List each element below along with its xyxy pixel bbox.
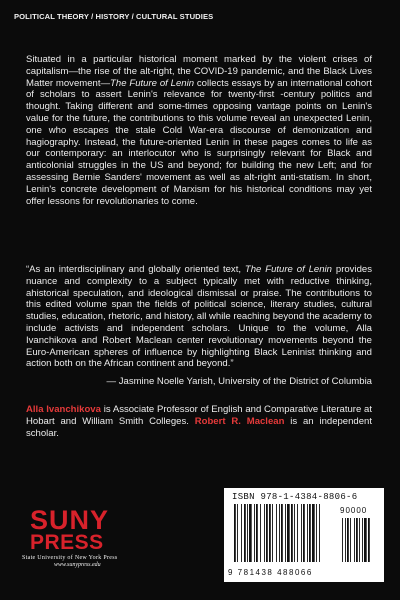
bio-text: is an independent scholar. bbox=[26, 415, 373, 439]
editors-bio bbox=[26, 404, 372, 439]
publisher-logo bbox=[22, 505, 172, 569]
category-label: POLITICAL THEORY / HISTORY / CULTURAL STUDIES bbox=[14, 12, 214, 21]
barcode-bar bbox=[342, 518, 343, 562]
barcode-bar bbox=[260, 504, 261, 562]
barcode-bar bbox=[287, 504, 290, 562]
barcode-bar bbox=[237, 504, 238, 562]
barcode-bar bbox=[345, 518, 346, 562]
barcode-bar bbox=[301, 504, 302, 562]
ean-number: 9 781438 488066 bbox=[228, 568, 313, 577]
barcode-bar bbox=[359, 518, 360, 562]
barcode-bar bbox=[256, 504, 258, 562]
barcode-bar bbox=[309, 504, 311, 562]
description-text: Situated in a particular historical moment marked by the violent crises of capitalism—the rise of the alt-right, the COVID-19 pandemic, and the Black Lives Matter movement— bbox=[26, 54, 372, 89]
endorsement-quote bbox=[26, 264, 372, 370]
barcode-bar bbox=[350, 518, 351, 562]
isbn-number: ISBN 978-1-4384-8806-6 bbox=[232, 492, 358, 502]
barcode-bar bbox=[297, 504, 298, 562]
publisher-full-name: State University of New York Press bbox=[22, 555, 118, 561]
barcode-bar bbox=[362, 518, 363, 562]
bio-paragraph bbox=[26, 404, 372, 439]
description-paragraph bbox=[26, 54, 372, 207]
quote-paragraph bbox=[26, 264, 372, 370]
quote-text: provides nuance and complexity to a subject typically met with reductive thinking, ahistorical speculation, and ideological dismissal or praise. The contributions to this edited volume span the fields of political science, literary studies, cultural studies, education, rhetoric, and history, all while reaching beyond the academy to include activists and independent scholars. Unique to the volume, Alla Ivanchikova and Robert Maclean center revolutionary movements beyond the Euro-American spheres of influence by highlighting Black Leninist thinking and action both on the African continent and beyond.” bbox=[26, 264, 372, 370]
barcode-bar bbox=[276, 504, 277, 562]
barcode-bar bbox=[294, 504, 295, 562]
barcode-bar bbox=[272, 504, 273, 562]
book-title: The Future of Lenin bbox=[110, 77, 195, 89]
price-code: 90000 bbox=[340, 506, 368, 515]
barcode-bar bbox=[368, 518, 370, 562]
barcode-bar bbox=[285, 504, 286, 562]
barcode-bar bbox=[356, 518, 358, 562]
bio-text: is Associate Professor of English and Comparative Literature at Hobart and William Smith Colleges. bbox=[26, 404, 372, 427]
barcode-bar bbox=[241, 504, 242, 562]
logo-suny-text: SUNY bbox=[30, 505, 110, 535]
barcode-bar bbox=[244, 504, 246, 562]
barcode-bar bbox=[254, 504, 255, 562]
publisher-url: www.sunypress.edu bbox=[54, 562, 101, 568]
barcode-bar bbox=[316, 504, 317, 562]
book-title: The Future of Lenin bbox=[244, 264, 332, 275]
barcode-bar bbox=[312, 504, 315, 562]
barcode-bar bbox=[364, 518, 367, 562]
barcode-bar bbox=[347, 518, 349, 562]
author-name: Robert R. Maclean bbox=[194, 415, 285, 427]
author-name: Alla Ivanchikova bbox=[26, 404, 101, 415]
isbn-barcode bbox=[224, 488, 384, 582]
barcode-bar bbox=[319, 504, 320, 562]
book-description bbox=[26, 54, 372, 207]
quote-text: “As an interdisciplinary and globally oriented text, bbox=[26, 264, 245, 275]
barcode-bar bbox=[266, 504, 268, 562]
quote-attribution: — Jasmine Noelle Yarish, University of the District of Columbia bbox=[106, 376, 372, 387]
barcode-bar bbox=[234, 504, 236, 562]
barcode-bar bbox=[249, 504, 252, 562]
barcode-bar bbox=[291, 504, 293, 562]
barcode-bar bbox=[281, 504, 283, 562]
logo-press-text: PRESS bbox=[30, 531, 104, 554]
barcode-bar bbox=[264, 504, 265, 562]
barcode-bar bbox=[269, 504, 271, 562]
barcode-bar bbox=[279, 504, 280, 562]
barcode-bar bbox=[307, 504, 308, 562]
barcode-bar bbox=[247, 504, 248, 562]
barcode-bar bbox=[354, 518, 355, 562]
description-text: collects essays by an international cohort of scholars to assert Lenin's relevance for twenty-first -century politics and thought. Taking different and some-times opposing vantage points on Lenin's value for the future, the contributions to this volume reveal an unexpected Lenin, one who escapes the stale Cold War-era discourse of demonization and hagiography. Instead, the future-oriented Lenin in these pages comes to life as our contemporary: an interlocutor who is surprisingly relevant for Black and anticolonial struggles in the US and beyond; for building the new Left; and for assessing Bernie Sanders' movement as well as alt-right anti-statism. In short, Lenin's concrete development of Marxism for his historical conditions may yet offer lessons for revolutionaries to come. bbox=[26, 77, 373, 207]
barcode-bar bbox=[303, 504, 305, 562]
